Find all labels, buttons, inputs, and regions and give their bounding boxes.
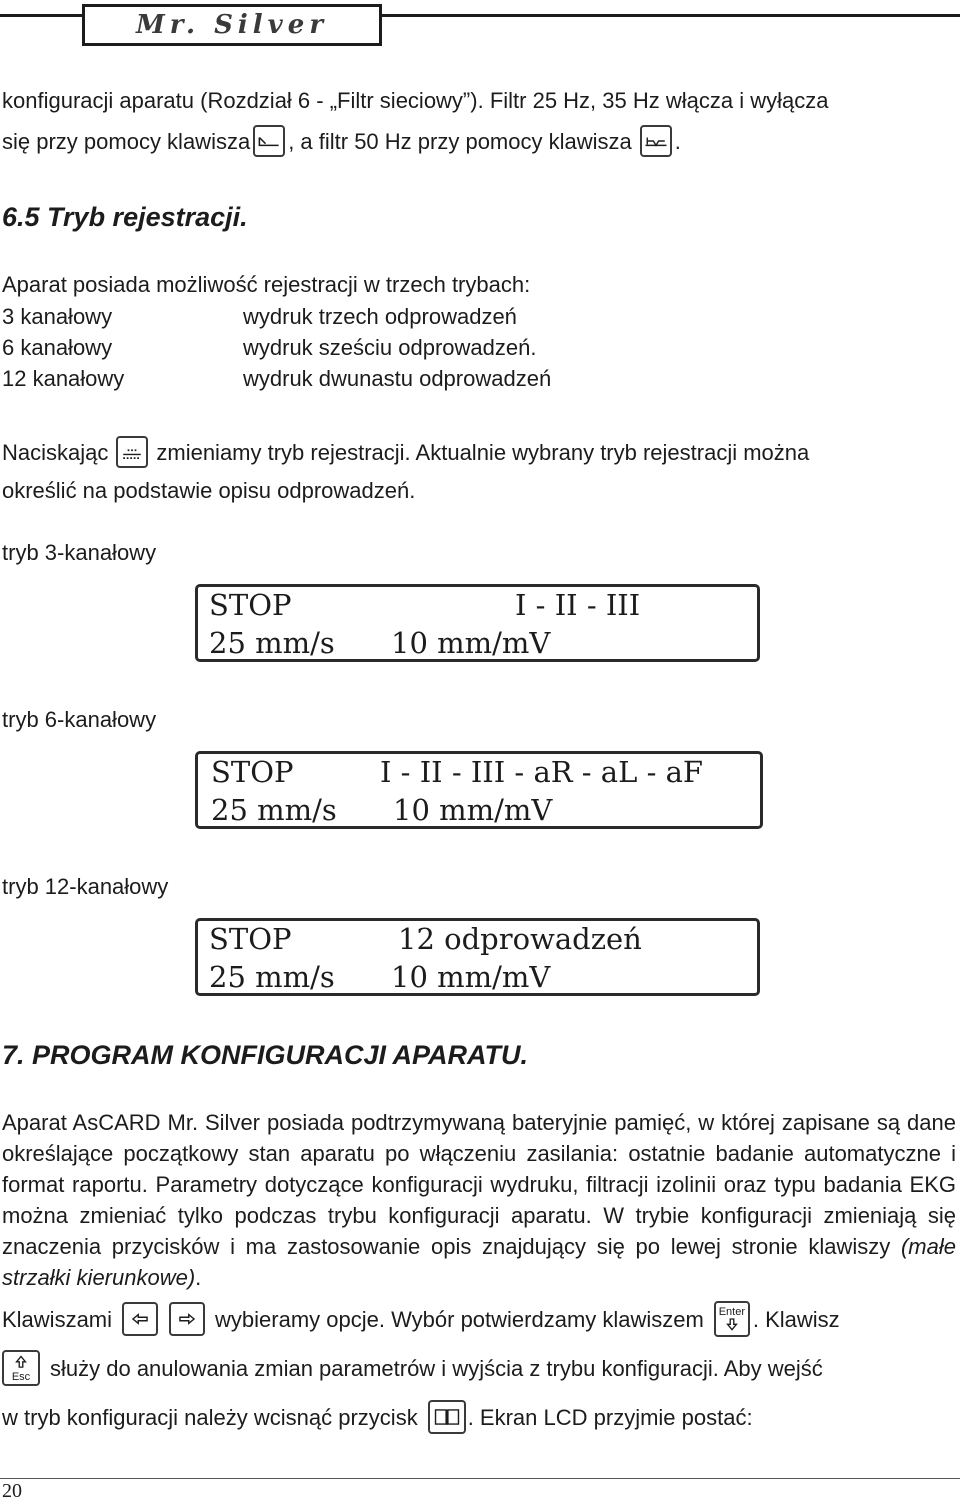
lcd-status: STOP: [211, 755, 294, 789]
header-title: Mr. Silver: [135, 10, 329, 40]
book-key-icon: [428, 1400, 466, 1434]
section-7-text-end: .: [195, 1265, 202, 1290]
footer-rule: [0, 1478, 960, 1479]
lcd-leads: 12 odprowadzeń: [398, 922, 642, 956]
press-text-a: Naciskając: [2, 440, 109, 465]
intro-text-c: .: [674, 129, 681, 154]
mode-12-desc: wydruk dwunastu odprowadzeń: [243, 366, 552, 391]
modes-intro: Aparat posiada możliwość rejestracji w trzech trybach:: [2, 272, 531, 297]
enter-key-label: Enter: [718, 1306, 746, 1318]
mode-key-icon: [116, 436, 148, 468]
display-3ch-label: tryb 3-kanałowy: [2, 540, 157, 565]
lcd-gain: 10 mm/mV: [391, 960, 551, 994]
arrow-right-key-icon: [169, 1302, 205, 1336]
intro-text-a: się przy pomocy klawisza: [2, 129, 251, 154]
lcd-status: STOP: [209, 922, 292, 956]
press-line-2: określić na podstawie opisu odprowadzeń.: [2, 478, 416, 503]
intro-line-1: konfiguracji aparatu (Rozdział 6 - „Filtr sieciowy”). Filtr 25 Hz, 35 Hz włącza i wyłącza: [2, 88, 829, 113]
enter-config-text-b: . Ekran LCD przyjmie postać:: [467, 1404, 753, 1430]
lcd-display-12ch: [195, 918, 760, 996]
display-6ch-label: tryb 6-kanałowy: [2, 707, 157, 732]
keys-text-c: . Klawisz: [752, 1306, 840, 1332]
intro-text-b: , a filtr 50 Hz przy pomocy klawisza: [288, 129, 632, 154]
lcd-gain: 10 mm/mV: [393, 793, 553, 827]
lcd-speed: 25 mm/s: [209, 960, 335, 994]
section-7-paragraph: [2, 1107, 956, 1293]
mode-6-desc: wydruk sześciu odprowadzeń.: [243, 335, 537, 360]
lcd-speed: 25 mm/s: [209, 626, 335, 660]
esc-text: służy do anulowania zmian parametrów i wyjścia z trybu konfiguracji. Aby wejść: [50, 1355, 823, 1381]
lcd-status: STOP: [209, 588, 292, 622]
lcd-leads: I - II - III - aR - aL - aF: [380, 755, 703, 789]
press-text-b: zmieniamy tryb rejestracji. Aktualnie wybrany tryb rejestracji można: [156, 440, 810, 465]
section-6-5-heading: 6.5 Tryb rejestracji.: [2, 202, 248, 232]
mode-6-name: 6 kanałowy: [2, 335, 113, 360]
notch-filter-key-icon: [640, 125, 672, 157]
mode-3-name: 3 kanałowy: [2, 304, 113, 329]
lcd-speed: 25 mm/s: [211, 793, 337, 827]
esc-key-icon: [2, 1350, 40, 1386]
keys-text-b: wybieramy opcje. Wybór potwierdzamy klawiszem: [215, 1306, 704, 1332]
keys-text-a: Klawiszami: [2, 1306, 113, 1332]
mode-12-name: 12 kanałowy: [2, 366, 125, 391]
lcd-display-3ch: [195, 584, 760, 662]
section-7-text: Aparat AsCARD Mr. Silver posiada podtrzymywaną bateryjnie pamięć, w której zapisane są dane określające początkowy stan aparatu po włączeniu zasilania: ostatnie badanie automatyczne i format raportu. Parametry dotyczące konfiguracji wydruku, filtracji izolinii oraz typu badania EKG można zmieniać tylko podczas trybu konfiguracji aparatu. W trybie konfiguracji zmieniają się znaczenia przycisków i ma zastosowanie opis znajdujący się po lewej stronie klawiszy: [2, 1110, 956, 1259]
mode-3-desc: wydruk trzech odprowadzeń: [243, 304, 517, 329]
display-12ch-label: tryb 12-kanałowy: [2, 874, 169, 899]
lcd-leads: I - II - III: [515, 588, 641, 622]
lowpass-filter-key-icon: [253, 125, 285, 157]
esc-key-label: Esc: [11, 1371, 31, 1383]
keys-line: [2, 1303, 840, 1339]
press-line-1: [2, 438, 809, 470]
section-7-italic-note: (małe strzałki kierunkowe): [2, 1234, 956, 1290]
arrow-left-key-icon: [122, 1302, 158, 1336]
intro-line-2: [2, 127, 681, 159]
esc-line: [2, 1352, 823, 1388]
enter-config-line: [2, 1402, 753, 1436]
page-number: 20: [2, 1480, 22, 1502]
lcd-display-6ch: [195, 751, 763, 829]
section-7-heading: 7. PROGRAM KONFIGURACJI APARATU.: [2, 1040, 529, 1070]
header-box: [82, 4, 382, 46]
lcd-gain: 10 mm/mV: [391, 626, 551, 660]
enter-config-text-a: w tryb konfiguracji należy wcisnąć przycisk: [2, 1404, 418, 1430]
enter-key-icon: [714, 1301, 750, 1337]
